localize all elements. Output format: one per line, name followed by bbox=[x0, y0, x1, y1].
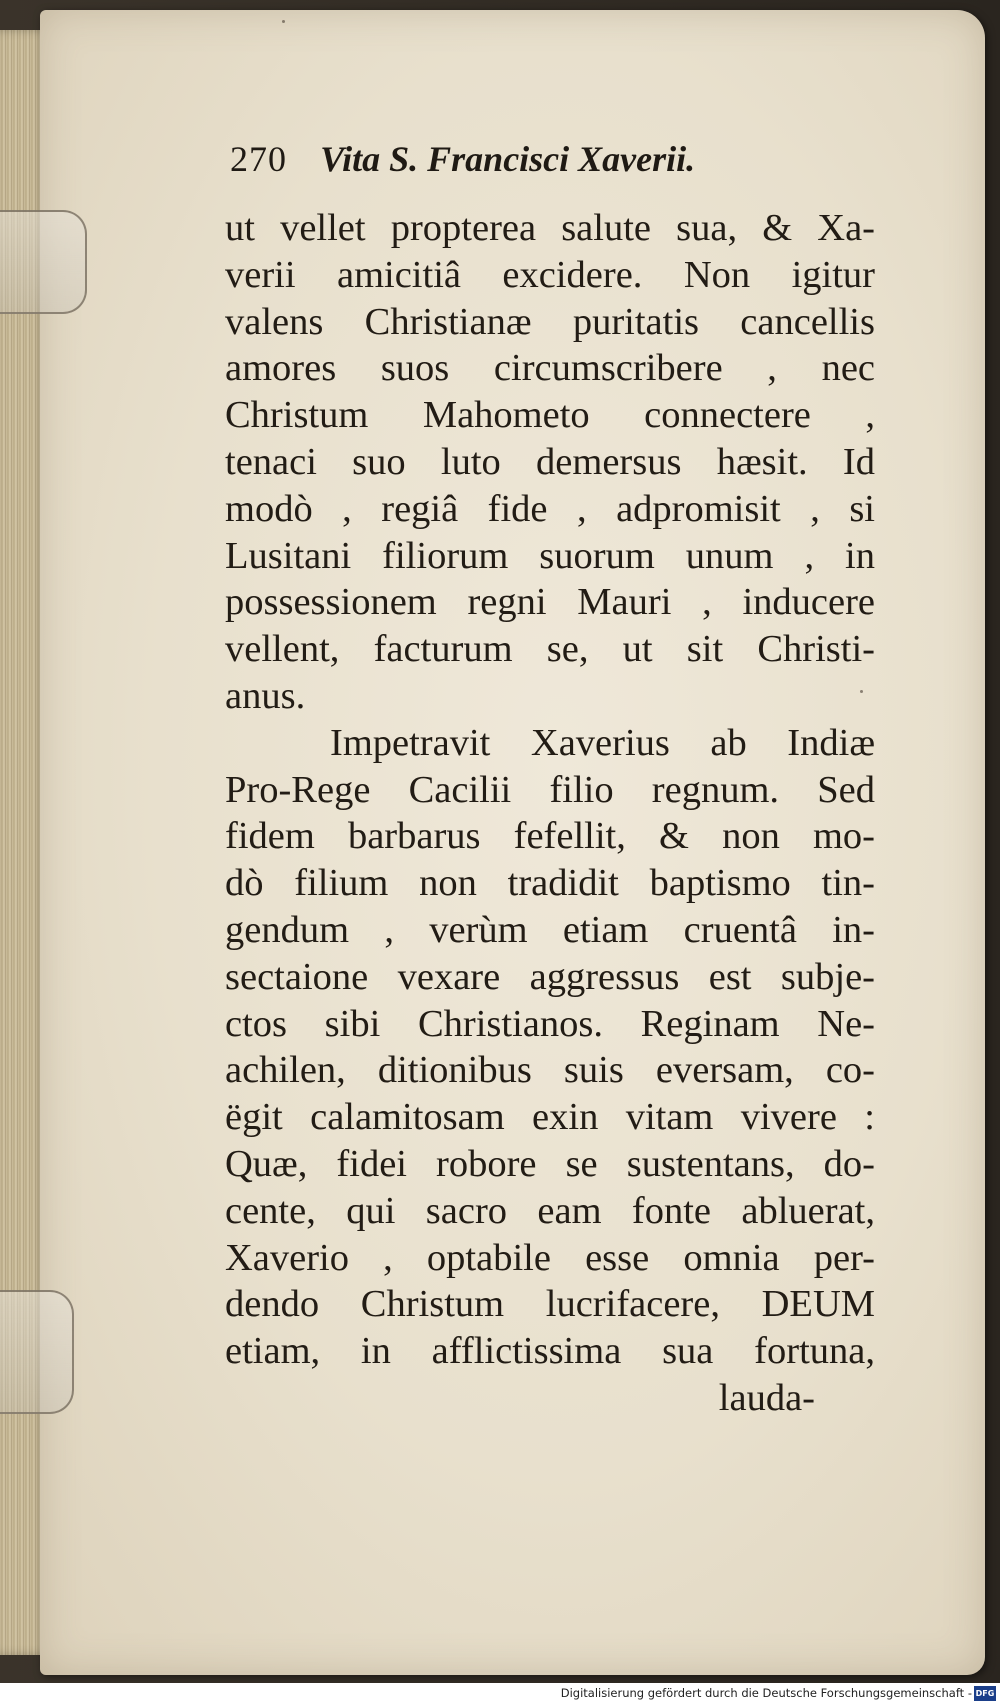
page-clip-bottom bbox=[0, 1290, 74, 1414]
text-line: tenaci suo luto demersus hæsit. Id bbox=[225, 440, 875, 483]
text-line: dò filium non tradidit baptismo tin- bbox=[225, 862, 875, 905]
text-line: Christum Mahometo connectere , bbox=[225, 394, 875, 437]
text-line: achilen, ditionibus suis eversam, co- bbox=[225, 1049, 875, 1092]
text-line: modò , regiâ fide , adpromisit , si bbox=[225, 487, 875, 530]
paragraph-first-line: Impetravit Xaverius ab Indiæ bbox=[330, 721, 875, 764]
text-line: anus. bbox=[225, 674, 306, 717]
text-line: ut vellet propterea salute sua, & Xa- bbox=[225, 207, 875, 249]
page-header bbox=[230, 138, 850, 180]
text-line: dendo Christum lucrifacere, DEUM bbox=[225, 1283, 875, 1326]
text-line: Lusitani filiorum suorum unum , in bbox=[225, 534, 875, 577]
text-line: valens Christianæ puritatis cancellis bbox=[225, 300, 875, 343]
text-line: cente, qui sacro eam fonte abluerat, bbox=[225, 1189, 875, 1232]
text-line: possessionem regni Mauri , inducere bbox=[225, 581, 875, 624]
page-clip-top bbox=[0, 210, 87, 314]
running-title: Vita S. Francisci Xaverii. bbox=[320, 139, 696, 179]
dfg-logo: DFG bbox=[974, 1686, 996, 1701]
text-line: gendum , verùm etiam cruentâ in- bbox=[225, 908, 875, 951]
page-number: 270 bbox=[230, 139, 287, 179]
text-line: ctos sibi Christianos. Reginam Ne- bbox=[225, 1002, 875, 1045]
text-line: Pro-Rege Cacilii filio regnum. Sed bbox=[225, 768, 875, 811]
text-line: verii amicitiâ excidere. Non igitur bbox=[225, 253, 875, 296]
text-line: sectaione vexare aggressus est subje- bbox=[225, 955, 875, 998]
text-line: ëgit calamitosam exin vitam vivere : bbox=[225, 1096, 875, 1139]
text-line: Quæ, fidei robore se sustentans, do- bbox=[225, 1142, 875, 1185]
text-line: Xaverio , optabile esse omnia per- bbox=[225, 1236, 875, 1279]
text-line: amores suos circumscribere , nec bbox=[225, 347, 875, 390]
text-line: fidem barbarus fefellit, & non mo- bbox=[225, 815, 875, 858]
ink-speck bbox=[282, 20, 285, 23]
funding-credit: Digitalisierung gefördert durch die Deutsche Forschungsgemeinschaft - bbox=[560, 1686, 972, 1700]
catchword: lauda- bbox=[718, 1376, 815, 1419]
text-line: vellent, facturum se, ut sit Christi- bbox=[225, 628, 875, 671]
page-body-text bbox=[225, 205, 875, 1422]
text-line: etiam, in afflictissima sua fortuna, bbox=[225, 1330, 875, 1373]
